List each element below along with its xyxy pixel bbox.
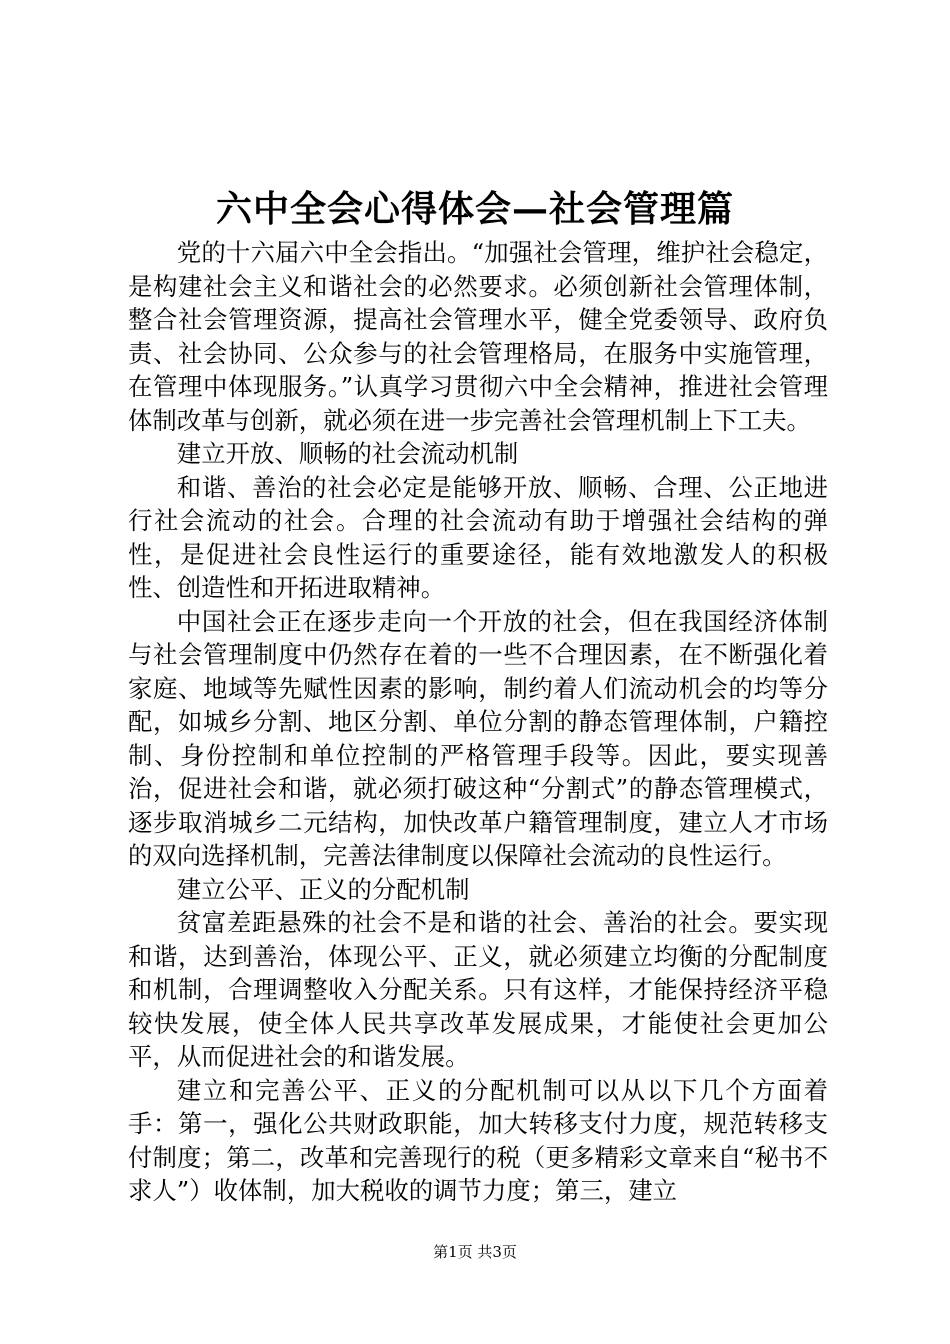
paragraph-mobility-1: 和谐、善治的社会必定是能够开放、顺畅、合理、公正地进行社会流动的社会。合理的社会流动有助于增强社会结构的弹性，是促进社会良性运行的重要途径，能有效地激发人的积极性、创造性和开拓进取精神。 (128, 472, 828, 602)
section-heading-mobility: 建立开放、顺畅的社会流动机制 (176, 439, 519, 468)
paragraph-distribution-2: 建立和完善公平、正义的分配机制可以从以下几个方面着手：第一，强化公共财政职能，加大转移支付力度，规范转移支付制度；第二，改革和完善现行的税（更多精彩文章来自“秘书不求人”）收体制，加大税收的调节力度；第三，建立 (128, 1075, 828, 1205)
document-title: 六中全会心得体会—社会管理篇 (215, 188, 734, 230)
section-heading-distribution: 建立公平、正义的分配机制 (176, 874, 470, 904)
document-body (128, 236, 828, 1208)
page-number-footer: 第1页 共3页 (433, 1243, 517, 1261)
paragraph-distribution-1: 贫富差距悬殊的社会不是和谐的社会、善治的社会。要实现和谐，达到善治，体现公平、正义，就必须建立均衡的分配制度和机制，合理调整收入分配关系。只有这样，才能保持经济平稳较快发展，使全体人民共享改革发展成果，才能使社会更加公平，从而促进社会的和谐发展。 (128, 908, 828, 1071)
paragraph-mobility-2: 中国社会正在逐步走向一个开放的社会，但在我国经济体制与社会管理制度中仍然存在着的一些不合理因素，在不断强化着家庭、地域等先赋性因素的影响，制约着人们流动机会的均等分配，如城乡分割、地区分割、单位分割的静态管理体制，户籍控制、身份控制和单位控制的严格管理手段等。因此，要实现善治，促进社会和谐，就必须打破这种“分割式”的静态管理模式，逐步取消城乡二元结构，加快改革户籍管理制度，建立人才市场的双向选择机制，完善法律制度以保障社会流动的良性运行。 (128, 606, 828, 870)
paragraph-intro: 党的十六届六中全会指出。“加强社会管理，维护社会稳定，是构建社会主义和谐社会的必然要求。必须创新社会管理体制，整合社会管理资源，提高社会管理水平，健全党委领导、政府负责、社会协同、公众参与的社会管理格局，在服务中实施管理，在管理中体现服务。”认真学习贯彻六中全会精神，推进社会管理体制改革与创新，就必须在进一步完善社会管理机制上下工夫。 (128, 238, 828, 435)
